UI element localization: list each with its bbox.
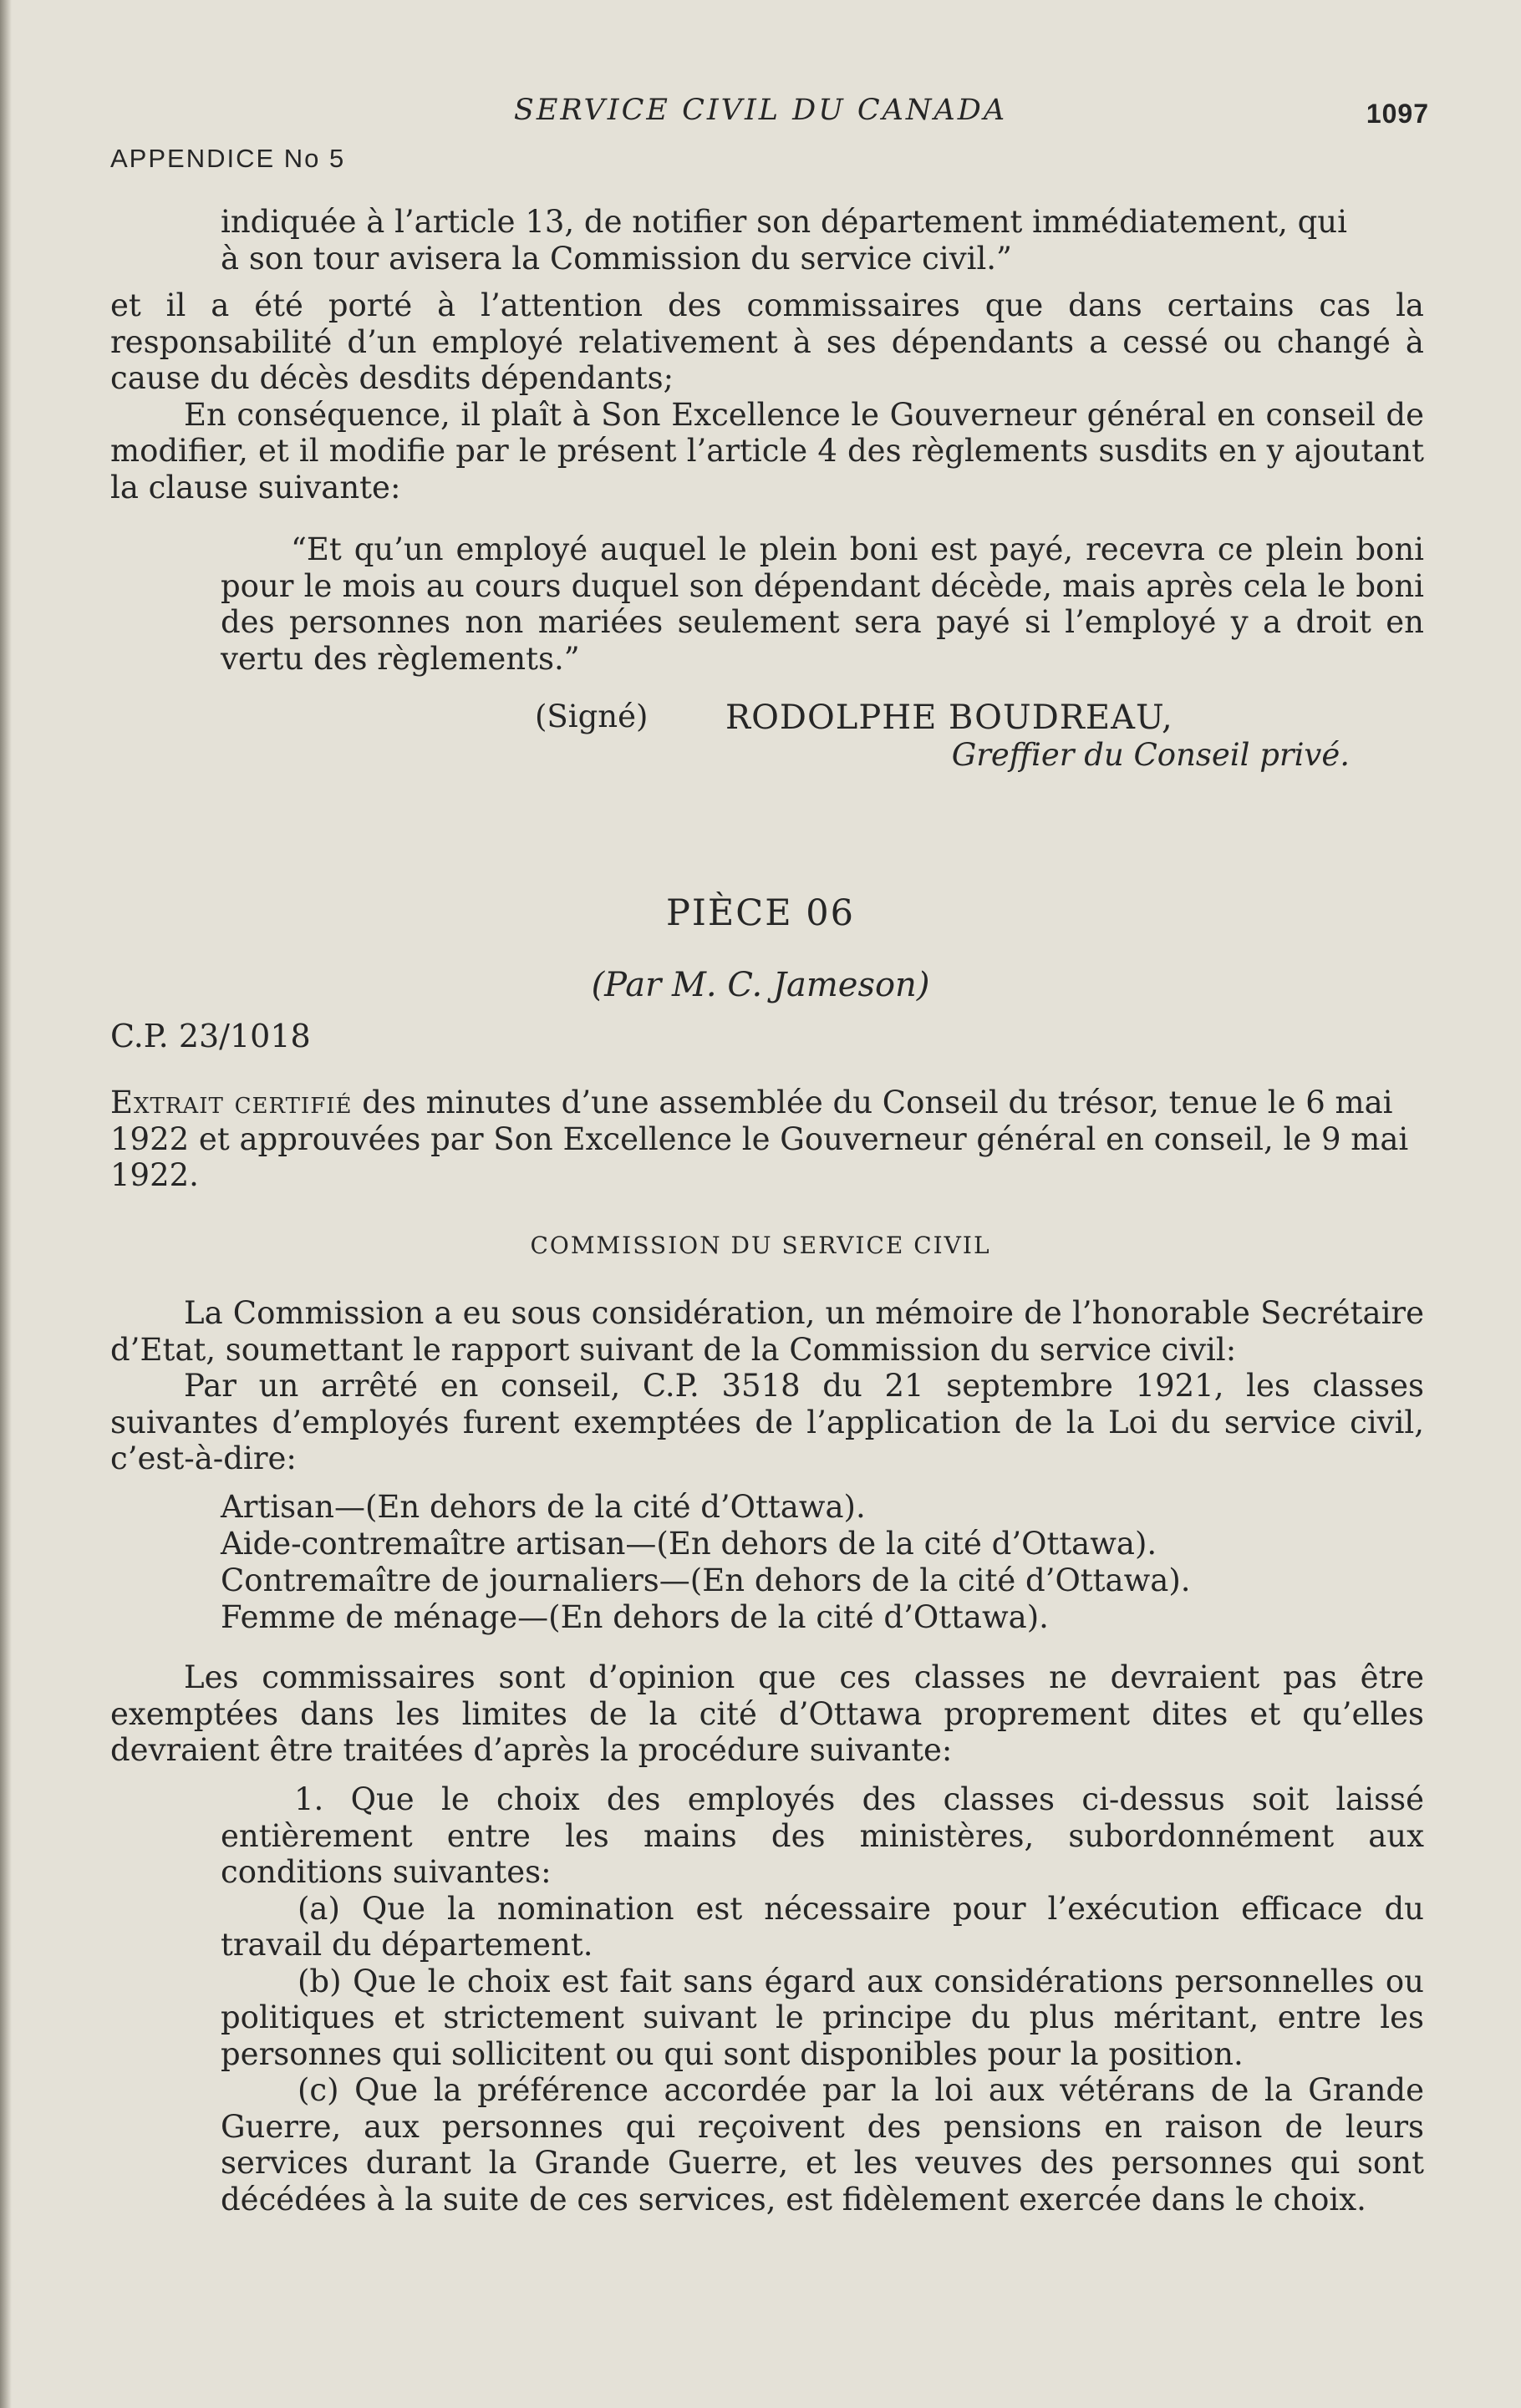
- list-item: Femme de ménage—(En dehors de la cité d’Ottawa).: [221, 1599, 1049, 1635]
- extrait-paragraph: [110, 1085, 1424, 1194]
- page-number: 1097: [1366, 99, 1429, 129]
- list-item: Artisan—(En dehors de la cité d’Ottawa).: [221, 1489, 866, 1525]
- continuation-paragraphs: [110, 287, 1424, 505]
- list-item: Contremaître de journaliers—(En dehors de la cité d’Ottawa).: [221, 1562, 1191, 1598]
- exempted-classes-list: [221, 1489, 1191, 1636]
- memoire-paragraphs: [110, 1295, 1424, 1477]
- paragraph-opinion: Les commissaires sont d’opinion que ces classes ne devraient pas être exemptées dans les limites de la cité d’Ottawa proprement dites et qu’elles devraient être traitées d’après la procédure suivante:: [110, 1659, 1424, 1768]
- extrait-text: des minutes d’une assemblée du Conseil du trésor, tenue le 6 mai 1922 et approuvées par Son Excellence le Gouverneur général en conseil, le 9 mai 1922.: [110, 1085, 1409, 1193]
- signature-name: RODOLPHE BOUDREAU,: [725, 699, 1173, 737]
- page-binding-edge: [0, 0, 12, 2408]
- list-item: Aide-contremaître artisan—(En dehors de la cité d’Ottawa).: [221, 1526, 1157, 1562]
- procedure-item-c: (c) Que la préférence accordée par la loi aux vétérans de la Grande Guerre, aux personnes qui reçoivent des pensions en raison de leurs services durant la Grande Guerre, et les veuves des personnes qui sont décédées à la suite de ces services, est fidèlement exercée dans le choix.: [221, 2072, 1424, 2217]
- appendix-label: APPENDICE No 5: [110, 144, 346, 173]
- quote-tail-line1: indiquée à l’article 13, de notifier son département immédiatement, qui: [221, 204, 1347, 240]
- quote-continuation: [221, 204, 1424, 277]
- procedure-items: [221, 1781, 1424, 2217]
- piece-author: (Par M. C. Jameson): [591, 966, 930, 1004]
- paragraph-consequence: En conséquence, il plaît à Son Excellence le Gouverneur général en conseil de modifier, et il modifie par le présent l’article 4 des règlements susdits en y ajoutant la clause suivante:: [110, 396, 1424, 505]
- extrait-lead: Extrait certifié: [110, 1085, 353, 1120]
- procedure-item-a: (a) Que la nomination est nécessaire pour l’exécution efficace du travail du département.: [221, 1890, 1424, 1963]
- paragraph-memoire: La Commission a eu sous considération, un mémoire de l’honorable Secrétaire d’Etat, soumettant le rapport suivant de la Commission du service civil:: [110, 1295, 1424, 1368]
- quote-tail-line2: à son tour avisera la Commission du service civil.”: [221, 240, 1012, 277]
- piece-title: PIÈCE 06: [666, 892, 855, 934]
- procedure-item-1: 1. Que le choix des employés des classes ci-dessus soit laissé entièrement entre les mains des ministères, subordonnément aux conditions suivantes:: [221, 1781, 1424, 1890]
- amendment-quote: “Et qu’un employé auquel le plein boni est payé, recevra ce plein boni pour le mois au cours duquel son dépendant décède, mais après cela le boni des personnes non mariées seulement sera payé si l’employé y a droit en vertu des règlements.”: [221, 531, 1424, 677]
- signature-title: Greffier du Conseil privé.: [951, 737, 1350, 773]
- commission-header: COMMISSION DU SERVICE CIVIL: [530, 1232, 991, 1259]
- signature-signe: (Signé): [535, 699, 649, 734]
- cp-reference: C.P. 23/1018: [110, 1018, 311, 1054]
- procedure-item-b: (b) Que le choix est fait sans égard aux considérations personnelles ou politiques et strictement suivant le principe du plus méritant, entre les personnes qui sollicitent ou qui sont disponibles pour la position.: [221, 1963, 1424, 2072]
- running-header-title: SERVICE CIVIL DU CANADA: [513, 94, 1008, 127]
- paragraph-responsabilite: et il a été porté à l’attention des commissaires que dans certains cas la responsabilité d’un employé relativement à ses dépendants a cessé ou changé à cause du décès desdits dépendants;: [110, 287, 1424, 396]
- paragraph-arrete: Par un arrêté en conseil, C.P. 3518 du 21 septembre 1921, les classes suivantes d’employés furent exemptées de l’application de la Loi du service civil, c’est-à-dire:: [110, 1368, 1424, 1476]
